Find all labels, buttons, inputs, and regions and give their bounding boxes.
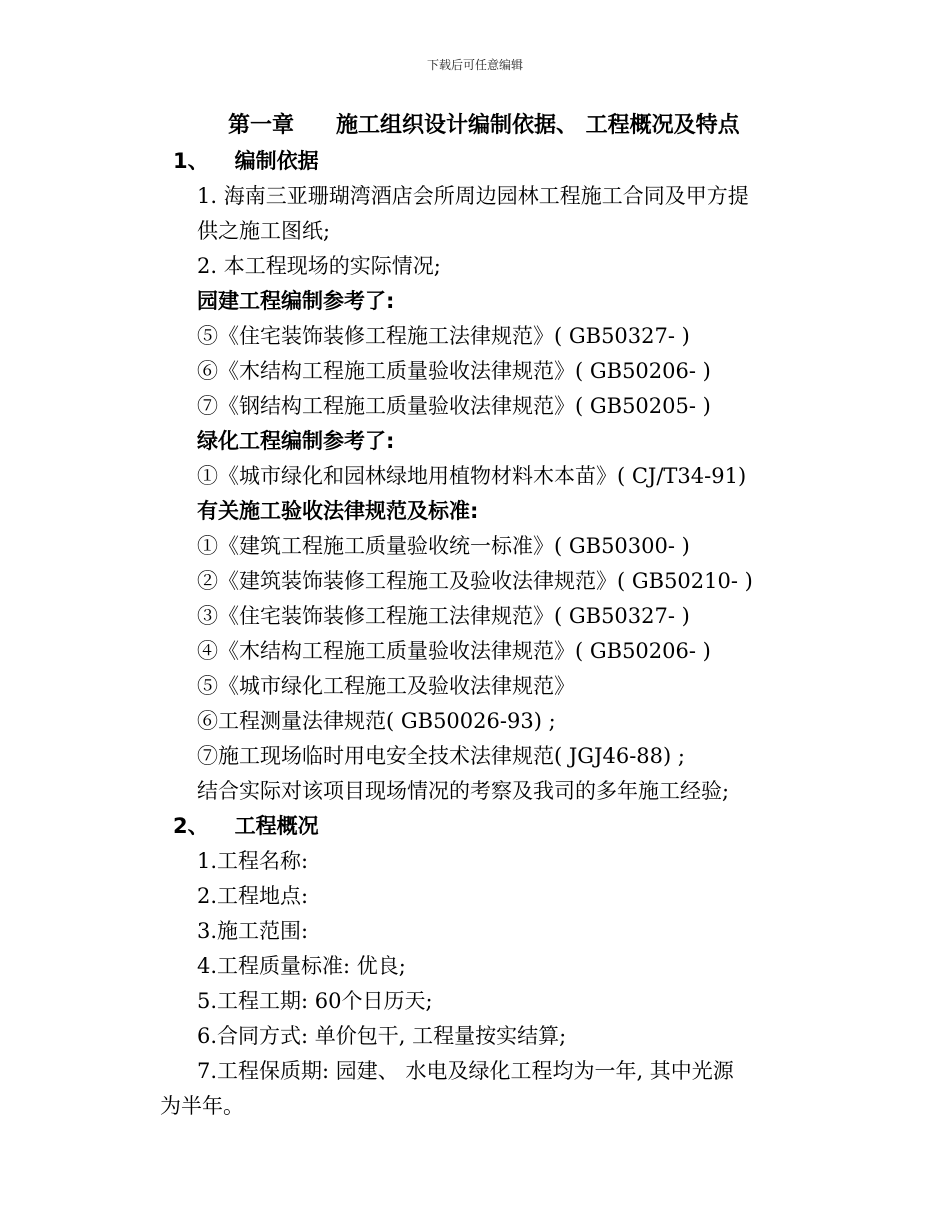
- overview-item: 4.工程质量标准: 优良;: [197, 954, 406, 978]
- overview-item: 7.工程保质期: 园建、 水电及绿化工程均为一年, 其中光源: [197, 1059, 734, 1083]
- standard-item: 结合实际对该项目现场情况的考察及我司的多年施工经验;: [197, 779, 730, 803]
- section-2-title: 工程概况: [234, 814, 319, 838]
- section-1-number: 1、: [173, 149, 209, 173]
- basis-item: 1. 海南三亚珊瑚湾酒店会所周边园林工程施工合同及甲方提: [197, 184, 749, 208]
- chapter-title: [228, 112, 740, 140]
- page-header: 下载后可任意编辑: [426, 58, 523, 72]
- reference-item: ⑥《木结构工程施工质量验收法律规范》( GB50206- ): [197, 359, 711, 383]
- overview-item: 6.合同方式: 单价包干, 工程量按实结算;: [197, 1024, 567, 1048]
- overview-item: 为半年。: [160, 1094, 244, 1118]
- reference-item: ①《城市绿化和园林绿地用植物材料木本苗》( CJ/T34-91): [197, 464, 747, 488]
- standard-item: ⑦施工现场临时用电安全技术法律规范( JGJ46-88) ;: [197, 744, 685, 768]
- standard-item: ①《建筑工程施工质量验收统一标准》( GB50300- ): [197, 534, 690, 558]
- chapter-number: 第一章: [228, 113, 295, 138]
- section-1-title: 编制依据: [234, 149, 319, 173]
- basis-item: 供之施工图纸;: [197, 219, 331, 243]
- chapter-title-text: 施工组织设计编制依据、 工程概况及特点: [336, 113, 740, 138]
- overview-item: 2.工程地点:: [197, 884, 309, 908]
- reference-item: ⑤《住宅装饰装修工程施工法律规范》( GB50327- ): [197, 324, 690, 348]
- standards-heading: 有关施工验收法律规范及标准:: [197, 499, 479, 523]
- overview-item: 3.施工范围:: [197, 919, 309, 943]
- standard-item: ⑤《城市绿化工程施工及验收法律规范》: [197, 674, 575, 698]
- section-2-heading: [173, 812, 319, 840]
- standard-item: ③《住宅装饰装修工程施工法律规范》( GB50327- ): [197, 604, 690, 628]
- standard-item: ④《木结构工程施工质量验收法律规范》( GB50206- ): [197, 639, 711, 663]
- standard-item: ②《建筑装饰装修工程施工及验收法律规范》( GB50210- ): [197, 569, 753, 593]
- yuanjian-heading: 园建工程编制参考了:: [197, 289, 395, 313]
- basis-item: 2. 本工程现场的实际情况;: [197, 254, 441, 278]
- reference-item: ⑦《钢结构工程施工质量验收法律规范》( GB50205- ): [197, 394, 711, 418]
- overview-item: 1.工程名称:: [197, 849, 309, 873]
- overview-item: 5.工程工期: 60个日历天;: [197, 989, 433, 1013]
- standard-item: ⑥工程测量法律规范( GB50026-93) ;: [197, 709, 556, 733]
- lvhua-heading: 绿化工程编制参考了:: [197, 429, 395, 453]
- section-2-number: 2、: [173, 814, 209, 838]
- section-1-heading: [173, 147, 319, 175]
